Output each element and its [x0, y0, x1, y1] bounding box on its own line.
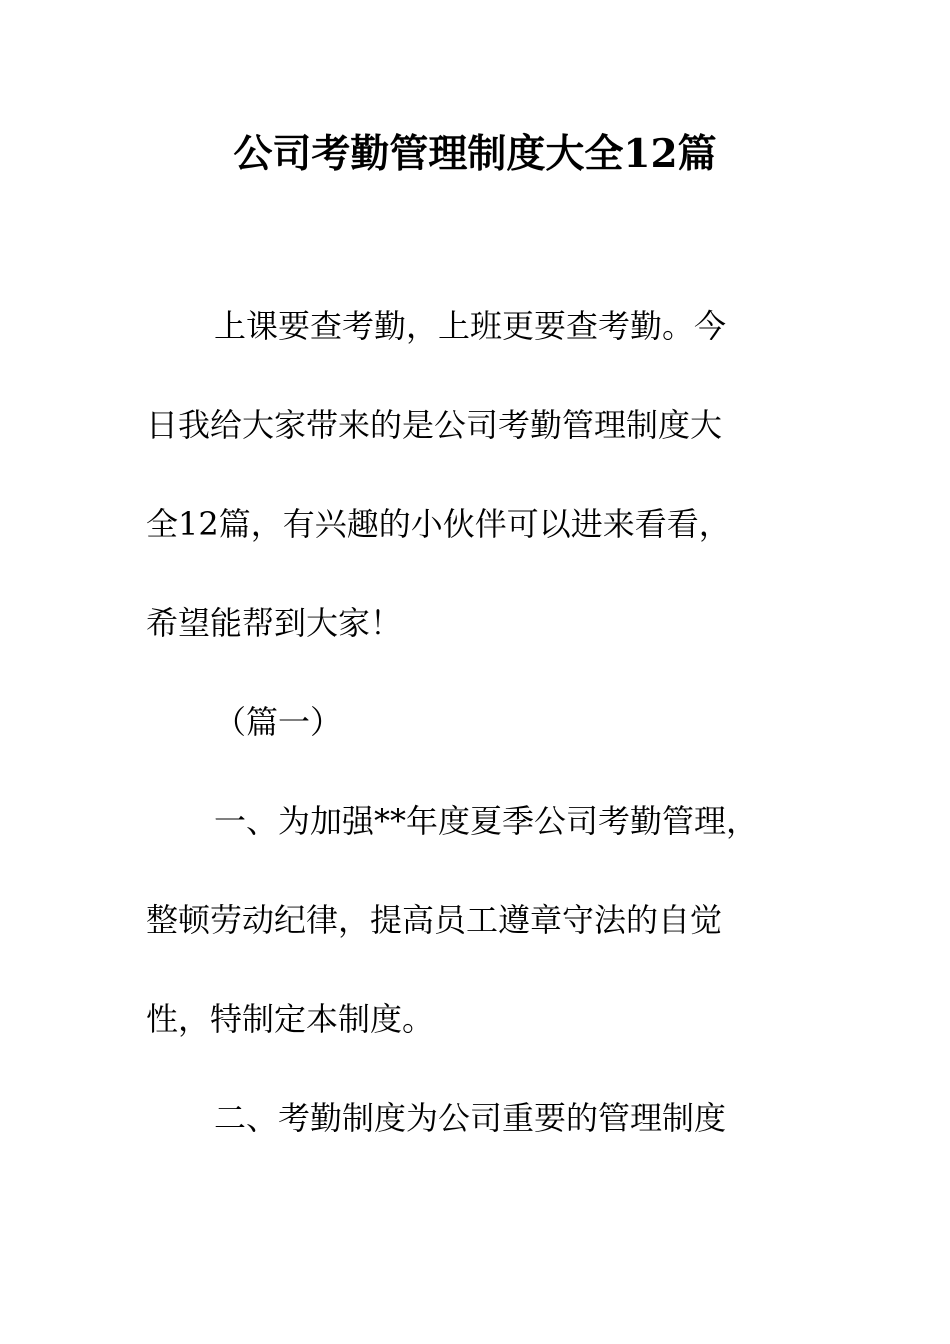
paragraph-line: 上课要查考勤，上班更要查考勤。今 [214, 307, 727, 345]
document-body [146, 277, 786, 1168]
paragraph-line: 二、考勤制度为公司重要的管理制度 [214, 1099, 727, 1137]
document-title: 公司考勤管理制度大全12篇 [233, 131, 717, 177]
paragraph-line: 一、为加强**年度夏季公司考勤管理， [214, 802, 759, 840]
paragraph-line: 整顿劳动纪律，提高员工遵章守法的自觉 [146, 901, 723, 939]
paragraph-line: 性，特制定本制度。 [146, 1000, 435, 1038]
paragraph-line: 希望能帮到大家！ [146, 604, 403, 642]
paragraph-line: 日我给大家带来的是公司考勤管理制度大 [146, 406, 723, 444]
paragraph-line: 全12篇，有兴趣的小伙伴可以进来看看， [146, 505, 731, 543]
section-heading: （篇一） [214, 703, 343, 741]
